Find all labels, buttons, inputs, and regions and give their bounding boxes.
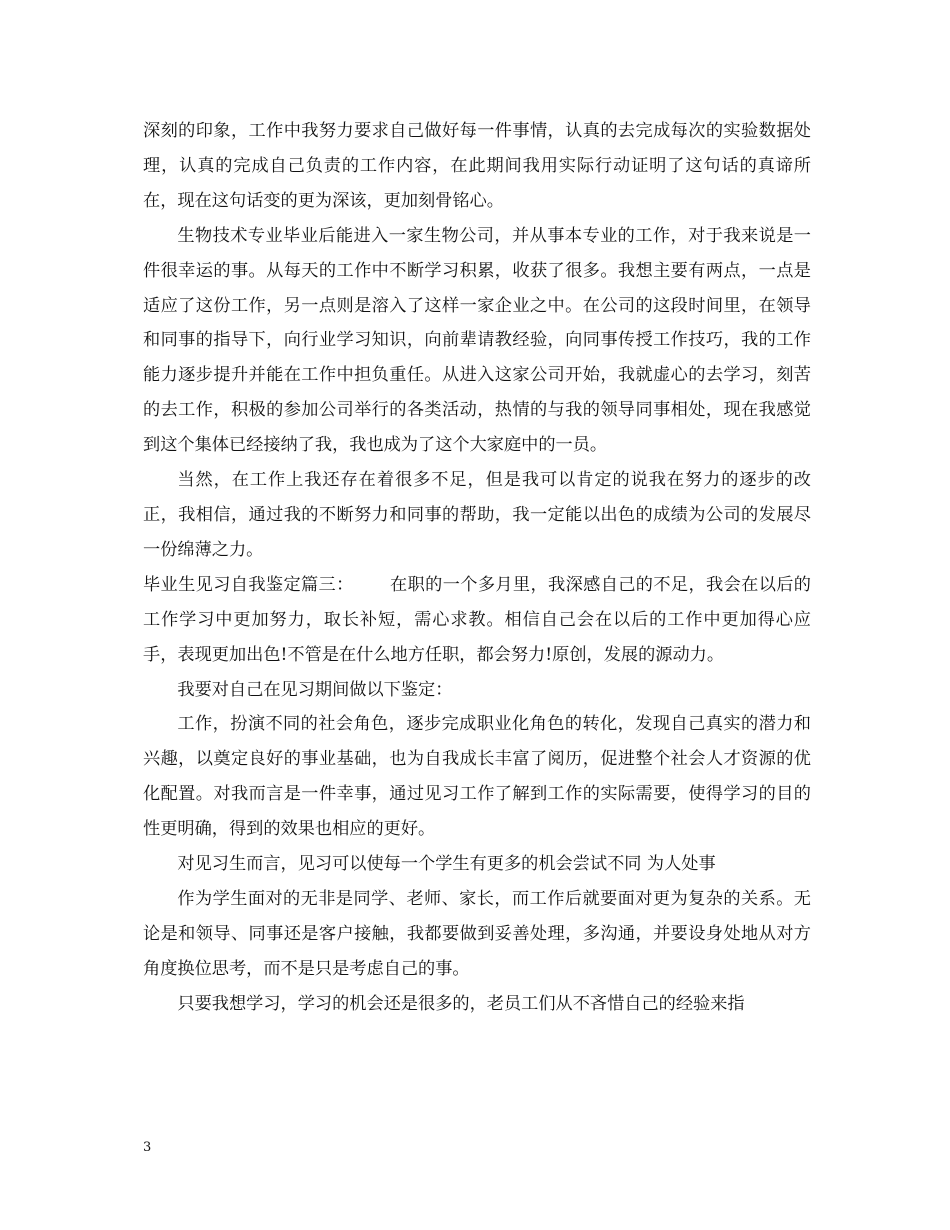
page-number: 3 [143, 1140, 152, 1155]
paragraph-learning: 只要我想学习，学习的机会还是很多的，老员工们从不吝惜自己的经验来指 [177, 993, 745, 1014]
paragraph-shortcomings: 当然，在工作上我还存在着很多不足，但是我可以肯定的说我在努力的逐步的改正，我相信，通过我的不断努力和同事的帮助，我一定能以出色的成绩为公司的发展尽一份绵薄之力。 [143, 470, 811, 560]
body-text [143, 114, 811, 1022]
paragraph-section-three [143, 568, 811, 673]
paragraph-work-roles: 工作，扮演不同的社会角色，逐步完成职业化角色的转化，发现自己真实的潜力和兴趣，以奠定良好的事业基础，也为自我成长丰富了阅历，促进整个社会人才资源的优化配置。对我而言是一件幸事，通过见习工作了解到工作的实际需要，使得学习的目的性更明确，得到的效果也相应的更好。 [143, 714, 811, 840]
paragraph-self-assessment-intro: 我要对自己在见习期间做以下鉴定： [177, 679, 453, 700]
paragraph-continued: 深刻的印象，工作中我努力要求自己做好每一件事情，认真的去完成每次的实验数据处理，认真的完成自己负责的工作内容，在此期间我用实际行动证明了这句话的真谛所在，现在这句话变的更为深该，更加刻骨铭心。 [143, 121, 811, 211]
paragraph-biotech-job: 生物技术专业毕业后能进入一家生物公司，并从事本专业的工作，对于我来说是一件很幸运的事。从每天的工作中不断学习积累，收获了很多。我想主要有两点，一点是适应了这份工作，另一点则是溶入了这样一家企业之中。在公司的这段时间里，在领导和同事的指导下，向行业学习知识，向前辈请教经验，向同事传授工作技巧，我的工作能力逐步提升并能在工作中担负重任。从进入这家公司开始，我就虚心的去学习，刻苦的去工作，积极的参加公司举行的各类活动，热情的与我的领导同事相处，现在我感觉到这个集体已经接纳了我，我也成为了这个大家庭中的一员。 [143, 225, 811, 456]
section-three-text: 在职的一个多月里，我深感自己的不足，我会在以后的工作学习中更加努力，取长补短，需心求教。相信自己会在以后的工作中更加得心应手，表现更加出色!不管是在什么地方任职，都会努力!原创，发展的源动力。 [143, 574, 811, 665]
paragraph-relationships: 作为学生面对的无非是同学、老师、家长，而工作后就要面对更为复杂的关系。无论是和领导、同事还是客户接触，我都要做到妥善处理，多沟通，并要设身处地从对方角度换位思考，而不是只是考虑自己的事。 [143, 888, 811, 979]
section-heading: 毕业生见习自我鉴定篇三： [143, 574, 354, 595]
paragraph-trainee-opportunity: 对见习生而言，见习可以使每一个学生有更多的机会尝试不同 为人处事 [177, 854, 716, 875]
